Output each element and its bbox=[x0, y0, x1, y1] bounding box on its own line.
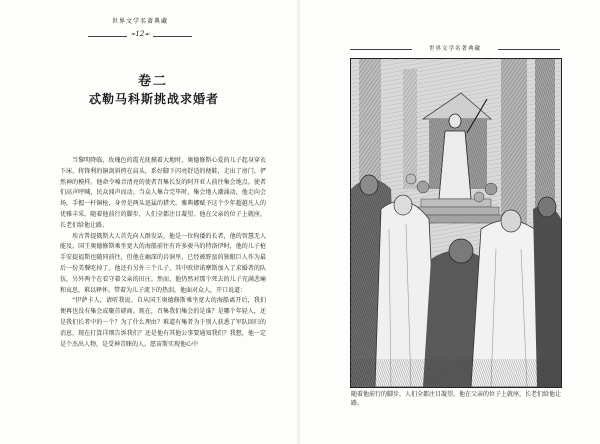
illustration bbox=[350, 58, 562, 388]
page-number-ornament bbox=[127, 28, 153, 40]
ornament-right-icon: ☙ bbox=[144, 31, 150, 38]
paragraph: “伊萨卡人，请听我说。自从国王奥德修斯乘坐宽大的海船离开后，我们便再也没有集会或聚首磋商。现在，召集我们集会的是谁？是哪个年轻人，还是我们长者中的一个？为了什么理由？难道有集者为于别人获悉了军队回归的消息，现在打算详细告诉我们？还是他有其他公事要通知我们？我想，他一定是个杰出人物，是受神青睐的人。愿宙斯实现他心中 bbox=[60, 297, 266, 348]
chapter-title: 忒勒马科斯挑战求婚者 bbox=[88, 92, 219, 106]
paragraph: 埃古普提俄斯大人首先向人群发话，他是一位佝偻的长者，他的智慧无人能及。国王奥德修斯乘坐宽大的海船前往有许多骏马的特洛伊时，他的儿子枪手安提福斯也随同前往，但他在幽深的岩洞里，已经被野蛮的独眼巨人作为最后一份美餐吃掉了。他还有另外三个儿子，其中欧律诺摩斯加入了求婚者的队伍，另外两个在看守着父亲的田庄。然而，他仍然对那个死去的儿子充满悲痛和哀思，难以释怀。带着为儿子流下的热泪，他面对众人，开口说道： bbox=[60, 232, 266, 294]
engraving-scene-icon bbox=[351, 59, 561, 387]
paragraph: 当黎明降临，玫瑰色的霞光抚摸着大地时，奥德修斯心爱的儿子起身穿衣下床，将锋利的铜剑斜挎在肩头，系好脚下闪亮舒适的便鞋，走出了房门，俨然神的模样。他命令嗓音清亮的使者召集长发的阿开亚人前往集会地点。使者们高声呼喊，民众闻声而动。当众人集合完毕时，集会地人潮涌动，他走向会场，手握一杆铜枪，身旁是两头迅猛的猎犬。雅典娜赋予这个少年超越凡人的优雅丰采。随着他前行的脚步，人们全都注目凝望。他在父亲的位子上就座，长老们给他让路。 bbox=[60, 157, 266, 229]
page-number: 12 bbox=[135, 30, 145, 38]
running-head-right bbox=[350, 42, 560, 56]
ornament-left-icon: ❧ bbox=[130, 31, 136, 38]
running-head-title: 世界文学名著典藏 bbox=[111, 18, 168, 25]
running-head-title: 世界文学名著典藏 bbox=[412, 44, 498, 54]
running-head-left bbox=[88, 18, 192, 26]
chapter-number: 卷二 bbox=[137, 74, 168, 89]
illustration-caption: 随着他前行的脚步，人们全都注目凝望。他在父亲的位子上就座，长老们给他让路。 bbox=[351, 391, 562, 407]
body-text bbox=[60, 156, 266, 350]
